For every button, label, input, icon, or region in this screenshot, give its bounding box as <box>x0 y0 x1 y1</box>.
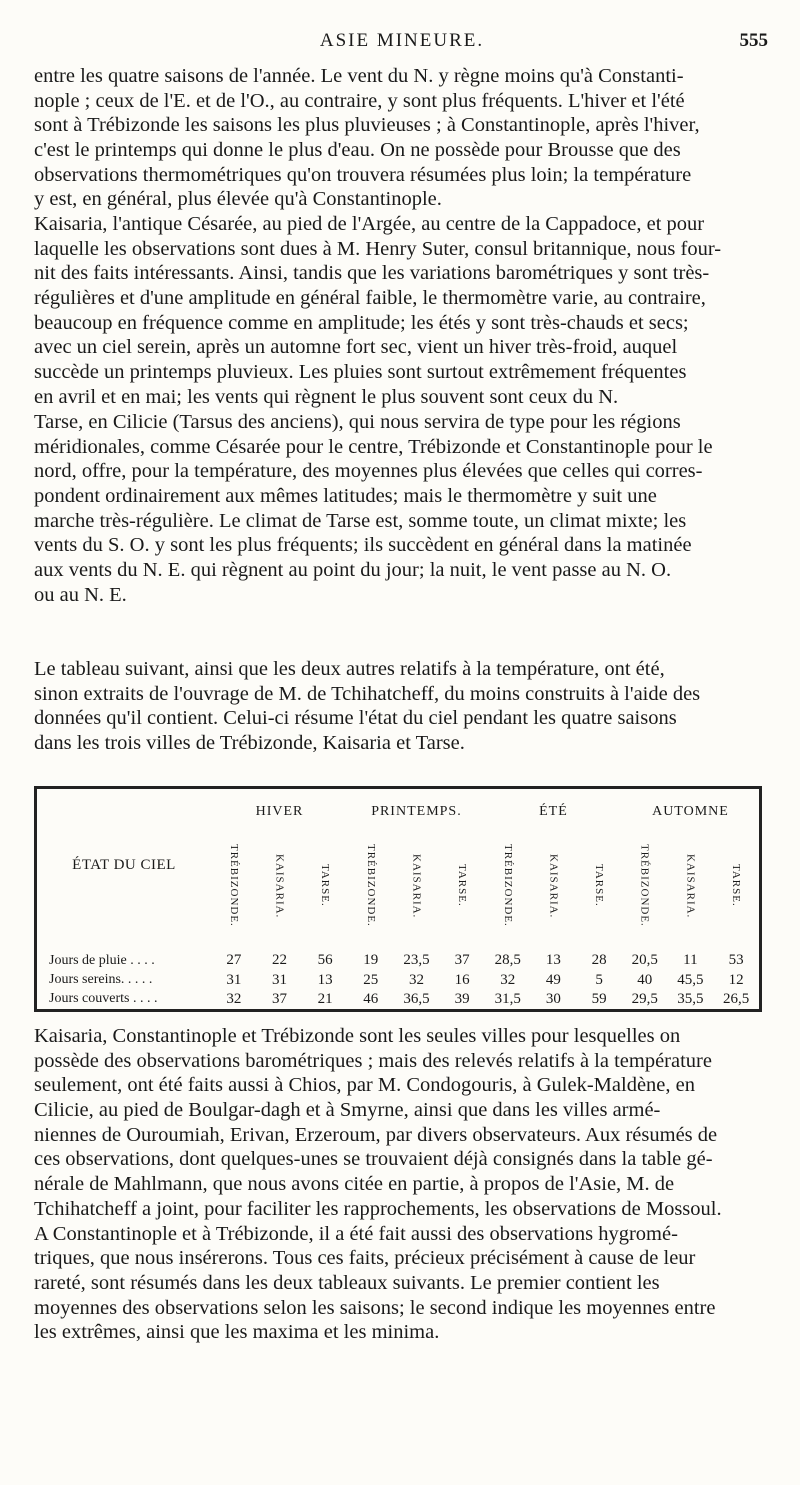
table-row <box>37 990 759 1009</box>
city-name: KAISARIA. <box>273 853 286 918</box>
text-line: en avril et en mai; les vents qui règnent le plus souvent sont ceux du N. <box>34 385 619 408</box>
table-cell: 59 <box>591 990 607 1007</box>
city-header <box>257 834 303 942</box>
text-line: régulières et d'une amplitude en général faible, le thermomètre varie, au contraire, <box>34 287 706 310</box>
season-header-winter: HIVER <box>255 803 304 819</box>
city-name: TARSE. <box>319 864 332 908</box>
text-line: données qu'il contient. Celui-ci résume l'état du ciel pendant les quatre saisons <box>34 707 677 730</box>
text-line: nit des faits intéressants. Ainsi, tandis que les variations barométriques y sont très- <box>34 262 710 285</box>
running-title: ASIE MINEURE. <box>319 30 485 51</box>
sky-state-table <box>34 786 762 1012</box>
city-name: TRÉBIZONDE. <box>364 844 377 928</box>
city-name: KAISARIA. <box>410 853 423 918</box>
table-cell: 16 <box>454 971 470 988</box>
text-line: nord, offre, pour la température, des moyennes plus élevées que celles qui corres- <box>34 460 703 483</box>
table-cell: 35,5 <box>677 990 704 1007</box>
table-cell: 53 <box>728 952 744 969</box>
city-name: TRÉBIZONDE. <box>501 844 514 928</box>
table-cell: 37 <box>271 990 287 1007</box>
text-line: beaucoup en fréquence comme en amplitude; les étés y sont très-chauds et secs; <box>34 311 689 334</box>
table-cell: 39 <box>454 990 470 1007</box>
table-cell: 49 <box>545 971 561 988</box>
text-line: sinon extraits de l'ouvrage de M. de Tchihatcheff, du moins construits à l'aide des <box>34 682 701 705</box>
table-cell: 13 <box>545 952 561 969</box>
text-line: pondent ordinairement aux mêmes latitudes; mais le thermomètre y suit une <box>34 485 657 508</box>
table-cell: 28 <box>591 952 607 969</box>
text-line: marche très-régulière. Le climat de Tarse est, somme toute, un climat mixte; les <box>34 509 687 532</box>
table-state-header: ÉTAT DU CIEL <box>72 857 176 874</box>
table-cell: 37 <box>454 952 470 969</box>
paragraph-intro <box>34 64 762 212</box>
row-label: Jours sereins. . . . . <box>49 972 153 988</box>
table-row <box>37 942 759 970</box>
table-cell: 22 <box>271 952 287 969</box>
text-line: Le tableau suivant, ainsi que les deux autres relatifs à la température, ont été, <box>34 658 665 680</box>
table-cell: 56 <box>317 952 333 969</box>
city-header <box>211 834 257 942</box>
city-name: KAISARIA. <box>684 853 697 918</box>
table-cell: 28,5 <box>494 952 521 969</box>
text-line: niennes de Ouroumiah, Erivan, Erzeroum, par divers observateurs. Aux résumés de <box>34 1123 718 1146</box>
table-cell: 32 <box>500 971 516 988</box>
text-line: c'est le printemps qui donne le plus d'eau. On ne possède pour Brousse que des <box>34 139 681 162</box>
city-header <box>485 834 531 942</box>
table-cell: 27 <box>226 952 242 969</box>
paragraph-kaisaria <box>34 212 762 410</box>
row-label: Jours couverts . . . . <box>49 991 158 1007</box>
text-line: succède un printemps pluvieux. Les pluies sont surtout extrêmement fréquentes <box>34 361 687 384</box>
table-cell: 5 <box>595 971 603 988</box>
paragraph-observations <box>34 1024 762 1345</box>
city-header <box>622 834 668 942</box>
page-number: 555 <box>739 30 768 51</box>
table-cell: 32 <box>408 971 424 988</box>
city-header <box>439 834 485 942</box>
text-line: Cilicie, au pied de Boulgar-dagh et à Smyrne, ainsi que dans les villes armé- <box>34 1099 661 1122</box>
table-cell: 31 <box>271 971 287 988</box>
table-cell: 11 <box>683 952 698 969</box>
city-name: TARSE. <box>456 864 469 908</box>
table-cell: 12 <box>728 971 744 988</box>
table-cell: 36,5 <box>403 990 430 1007</box>
text-line: moyennes des observations selon les saisons; le second indique les moyennes entre <box>34 1296 716 1319</box>
city-header <box>302 834 348 942</box>
text-line: observations thermométriques qu'on trouvera résumées plus loin; la température <box>34 163 692 186</box>
table-cell: 19 <box>363 952 379 969</box>
table-cell: 46 <box>363 990 379 1007</box>
season-header-spring: PRINTEMPS. <box>371 803 462 819</box>
text-line: aux vents du N. E. qui règnent au point du jour; la nuit, le vent passe au N. O. <box>34 559 672 582</box>
text-line: dans les trois villes de Trébizonde, Kaisaria et Tarse. <box>34 732 465 755</box>
table-cell: 31 <box>226 971 242 988</box>
text-line: les extrêmes, ainsi que les maxima et les minima. <box>34 1321 440 1344</box>
city-header <box>394 834 440 942</box>
text-line: triques, que nous insérerons. Tous ces faits, précieux précisément à cause de leur <box>34 1247 696 1270</box>
text-line: Kaisaria, l'antique Césarée, au pied de l'Argée, au centre de la Cappadoce, et pour <box>34 213 705 235</box>
table-cell: 23,5 <box>403 952 430 969</box>
text-line: vents du S. O. y sont les plus fréquents; ils succèdent en général dans la matinée <box>34 534 692 557</box>
text-line: ou au N. E. <box>34 583 127 606</box>
season-header-autumn: AUTOMNE <box>652 803 729 819</box>
text-line: A Constantinople et à Trébizonde, il a été fait aussi des observations hygromé- <box>34 1222 678 1245</box>
table-cell: 29,5 <box>631 990 658 1007</box>
text-line: avec un ciel serein, après un automne fort sec, vient un hiver très-froid, auquel <box>34 336 678 359</box>
table-row <box>37 971 759 990</box>
paragraph-table-intro <box>34 657 762 756</box>
page-header <box>34 30 770 56</box>
paragraph-tarse <box>34 410 762 608</box>
table-cell: 21 <box>317 990 333 1007</box>
text-line: laquelle les observations sont dues à M. Henry Suter, consul britannique, nous four- <box>34 237 722 260</box>
text-line: nople ; ceux de l'E. et de l'O., au contraire, y sont plus fréquents. L'hiver et l'été <box>34 89 685 112</box>
city-header <box>576 834 622 942</box>
table-cell: 13 <box>317 971 333 988</box>
text-line: nérale de Mahlmann, que nous avons citée en partie, à propos de l'Asie, M. de <box>34 1173 675 1196</box>
text-line: Tarse, en Cilicie (Tarsus des anciens), qui nous servira de type pour les régions <box>34 411 681 433</box>
text-line: Kaisaria, Constantinople et Trébizonde sont les seules villes pour lesquelles on <box>34 1025 681 1047</box>
row-label: Jours de pluie . . . . <box>49 952 155 968</box>
city-header <box>348 834 394 942</box>
text-line: rareté, sont résumés dans les deux tableaux suivants. Le premier contient les <box>34 1271 660 1294</box>
text-line: entre les quatre saisons de l'année. Le vent du N. y règne moins qu'à Constanti- <box>34 65 684 87</box>
table-cell: 20,5 <box>631 952 658 969</box>
table-cell: 32 <box>226 990 242 1007</box>
table-cell: 26,5 <box>722 990 750 1007</box>
city-header <box>531 834 577 942</box>
city-name: TRÉBIZONDE. <box>638 844 651 928</box>
text-line: seulement, ont été faits aussi à Chios, par M. Condogouris, à Gulek-Maldène, en <box>34 1074 695 1097</box>
text-line: Tchihatcheff a joint, pour faciliter les rapprochements, les observations de Mossoul. <box>34 1197 722 1220</box>
city-name: TRÉBIZONDE. <box>227 844 240 928</box>
city-header <box>713 834 759 942</box>
season-header-summer: ÉTÉ <box>539 803 568 819</box>
text-line: possède des observations barométriques ; mais des relevés relatifs à la température <box>34 1049 712 1072</box>
text-line: sont à Trébizonde les saisons les plus pluvieuses ; à Constantinople, après l'hiver, <box>34 114 700 137</box>
text-line: méridionales, comme Césarée pour le centre, Trébizonde et Constantinople pour le <box>34 435 713 458</box>
text-line: y est, en général, plus élevée qu'à Constantinople. <box>34 188 442 211</box>
table-cell: 31,5 <box>494 990 521 1007</box>
city-name: TARSE. <box>593 864 606 908</box>
table-cell: 40 <box>637 971 653 988</box>
city-name: KAISARIA. <box>547 853 560 918</box>
table-cell: 25 <box>363 971 379 988</box>
city-name: TARSE. <box>730 864 743 908</box>
table-cell: 45,5 <box>677 971 704 988</box>
table-cell: 30 <box>545 990 561 1007</box>
city-header <box>668 834 714 942</box>
text-line: ces observations, dont quelques-unes se trouvaient déjà consignés dans la table gé- <box>34 1148 713 1171</box>
